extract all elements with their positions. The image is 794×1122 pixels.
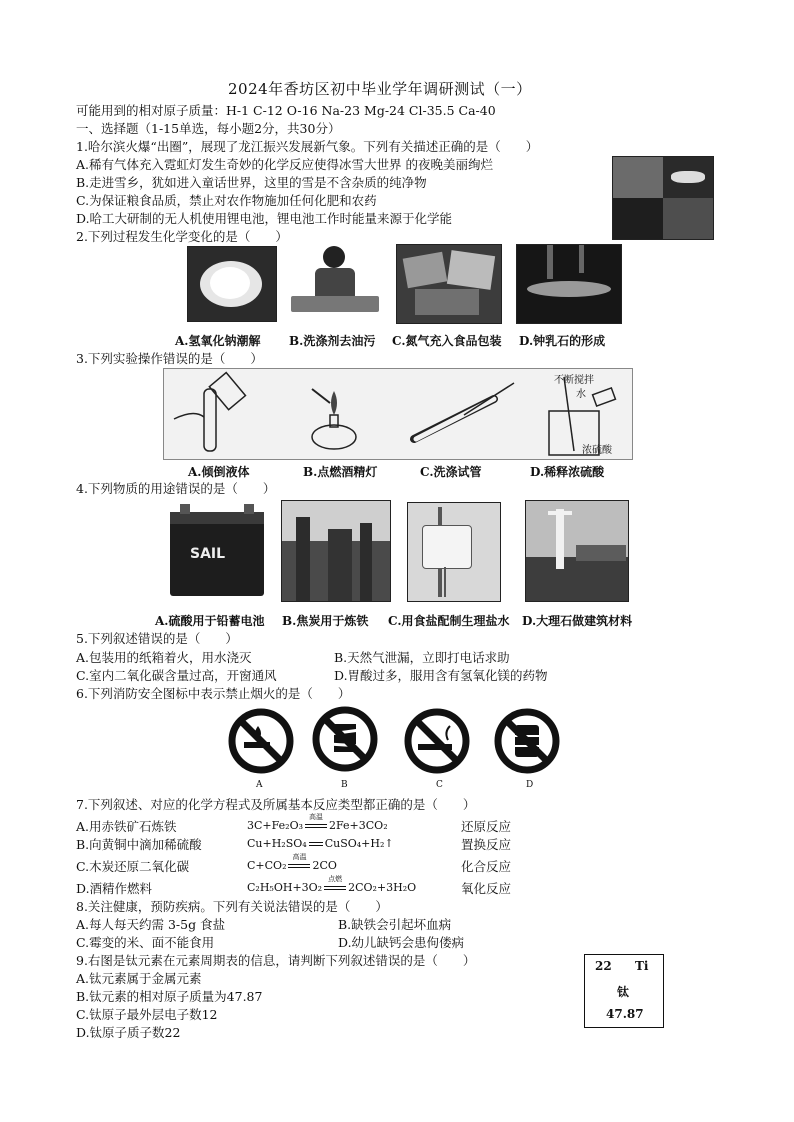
q2-stalactite-cave-image	[516, 244, 622, 324]
q6-option-d: D	[526, 780, 534, 790]
no-fireworks-sign-icon	[312, 706, 378, 772]
q4-lead-battery-image	[164, 500, 270, 600]
q6-option-b: B	[341, 780, 348, 790]
q7-row-b-reactants: Cu+H₂SO₄	[247, 837, 307, 850]
q3-lab-operations-image	[163, 368, 633, 460]
q8-stem: 8.关注健康，预防疾病。下列有关说法错误的是（ ）	[76, 899, 388, 914]
q4-steel-plant-image	[281, 500, 391, 602]
q9-option-c: C.钛原子最外层电子数12	[76, 1007, 218, 1022]
q9-option-d: D.钛原子质子数22	[76, 1025, 181, 1040]
q7-row-c-condition: 高温	[292, 853, 307, 861]
no-smoking-cigarette-sign-icon	[404, 708, 470, 774]
q5-option-d: D.胃酸过多，服用含有氢氧化镁的药物	[334, 668, 548, 683]
q3-option-a: A.倾倒液体	[188, 465, 250, 479]
element-symbol: Ti	[635, 959, 649, 973]
q1-option-b: B.走进雪乡，犹如进入童话世界，这里的雪是不含杂质的纯净物	[76, 175, 427, 190]
q8-option-a: A.每人每天约需 3-5g 食盐	[76, 917, 226, 932]
q7-stem: 7.下列叙述、对应的化学方程式及所属基本反应类型都正确的是（ ）	[76, 797, 476, 812]
q1-harbin-collage-image	[612, 156, 714, 240]
q8-option-c: C.霉变的米、面不能食用	[76, 935, 215, 950]
q2-naoh-pellets-image	[187, 246, 277, 322]
q4-option-b: B.焦炭用于炼铁	[282, 614, 369, 628]
q5-stem: 5.下列叙述错误的是（ ）	[76, 631, 238, 646]
q2-option-a: A.氢氧化钠潮解	[175, 334, 261, 348]
q2-food-packaging-image	[396, 244, 502, 324]
q7-row-b-products: CuSO₄+H₂↑	[324, 837, 394, 850]
q2-option-d: D.钟乳石的形成	[519, 334, 606, 348]
q4-option-d: D.大理石做建筑材料	[522, 614, 633, 628]
q2-washing-dishes-image	[285, 244, 385, 322]
q1-option-a: A.稀有气体充入霓虹灯发生奇妙的化学反应使得冰雪大世界 的夜晚美丽绚烂	[76, 157, 493, 172]
q5-option-c: C.室内二氧化碳含量过高，开窗通风	[76, 668, 277, 683]
q3-label-water: 水	[576, 389, 586, 400]
q2-option-c: C.氮气充入食品包装	[392, 334, 502, 348]
q7-row-a-reactants: 3C+Fe₂O₃	[247, 819, 304, 832]
q7-row-c-equation	[247, 853, 337, 872]
q3-option-c: C.洗涤试管	[420, 465, 482, 479]
q9-option-a: A.钛元素属于金属元素	[76, 971, 202, 986]
q9-option-b: B.钛元素的相对原子质量为47.87	[76, 989, 263, 1004]
q7-row-d-desc: D.酒精作燃料	[76, 881, 153, 896]
q1-option-c: C.为保证粮食品质，禁止对农作物施加任何化肥和农药	[76, 193, 377, 208]
q7-row-a-desc: A.用赤铁矿石炼铁	[76, 819, 177, 834]
q7-row-a-type: 还原反应	[461, 819, 512, 834]
q4-option-a: A.硫酸用于铅蓄电池	[155, 614, 265, 628]
q7-row-d-products: 2CO₂+3H₂O	[348, 881, 417, 894]
titanium-element-card	[584, 954, 664, 1028]
q3-stem: 3.下列实验操作错误的是（ ）	[76, 351, 263, 366]
q7-row-b-equation	[247, 837, 394, 850]
page-title: 2024年香坊区初中毕业学年调研测试（一）	[228, 80, 532, 98]
q5-option-b: B.天然气泄漏，立即打电话求助	[334, 650, 510, 665]
no-fuel-drum-sign-icon	[494, 708, 560, 774]
q7-row-d-reactants: C₂H₅OH+3O₂	[247, 881, 323, 894]
q1-stem: 1.哈尔滨火爆“出圈”，展现了龙江振兴发展新气象。下列有关描述正确的是（ ）	[76, 139, 539, 154]
q6-stem: 6.下列消防安全图标中表示禁止烟火的是（ ）	[76, 686, 351, 701]
q7-row-a-equation	[247, 813, 388, 832]
q5-option-a: A.包装用的纸箱着火，用水浇灭	[76, 650, 252, 665]
atomic-masses: 可能用到的相对原子质量：H-1 C-12 O-16 Na-23 Mg-24 Cl-35.5 Ca-40	[76, 103, 496, 118]
q3-label-stir: 不断搅拌	[554, 375, 594, 386]
q3-option-d: D.稀释浓硫酸	[530, 465, 605, 479]
battery-brand: SAIL	[190, 546, 226, 562]
q6-option-c: C	[436, 780, 443, 790]
q9-stem: 9.右图是钛元素在元素周期表的信息，请判断下列叙述错误的是（ ）	[76, 953, 476, 968]
q7-row-c-desc: C.木炭还原二氧化碳	[76, 859, 190, 874]
q7-row-b-type: 置换反应	[461, 837, 512, 852]
q8-option-b: B.缺铁会引起坏血病	[338, 917, 452, 932]
q7-row-c-reactants: C+CO₂	[247, 859, 287, 872]
q7-row-a-condition: 高温	[309, 813, 324, 821]
q8-option-d: D.幼儿缺钙会患佝偻病	[338, 935, 465, 950]
q3-label-acid: 浓硫酸	[582, 445, 612, 456]
element-number: 22	[595, 959, 612, 973]
q3-option-b: B.点燃酒精灯	[303, 465, 378, 479]
q2-option-b: B.洗涤剂去油污	[289, 334, 376, 348]
q7-row-a-products: 2Fe+3CO₂	[329, 819, 388, 832]
q7-row-d-equation	[247, 875, 417, 894]
q4-option-c: C.用食盐配制生理盐水	[388, 614, 510, 628]
q7-row-d-type: 氧化反应	[461, 881, 512, 896]
q1-option-d: D.哈工大研制的无人机使用锂电池，锂电池工作时能量来源于化学能	[76, 211, 453, 226]
q6-option-a: A	[256, 780, 263, 790]
no-smoking-match-sign-icon	[228, 708, 294, 774]
q7-row-c-products: 2CO	[312, 859, 337, 872]
element-name: 钛	[617, 985, 630, 999]
q7-row-c-type: 化合反应	[461, 859, 512, 874]
q7-row-d-condition: 点燃	[328, 875, 343, 883]
q2-stem: 2.下列过程发生化学变化的是（ ）	[76, 229, 288, 244]
q7-row-b-desc: B.向黄铜中滴加稀硫酸	[76, 837, 202, 852]
q4-stem: 4.下列物质的用途错误的是（ ）	[76, 481, 276, 496]
q4-marble-building-image	[525, 500, 629, 602]
element-mass: 47.87	[606, 1007, 644, 1021]
section-heading: 一、选择题（1-15单选，每小题2分，共30分）	[76, 121, 341, 136]
q4-saline-drip-image	[407, 502, 501, 602]
